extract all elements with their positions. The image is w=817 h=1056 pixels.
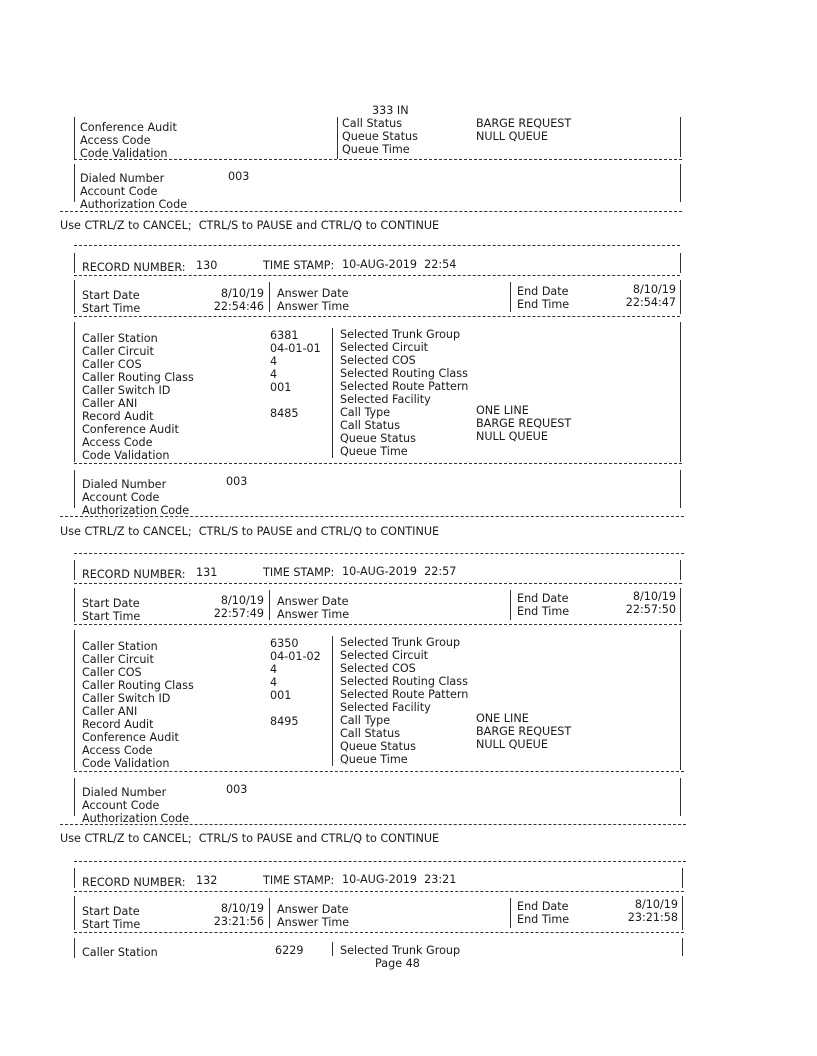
divider-line (74, 861, 686, 862)
time-stamp-label: TIME STAMP: (263, 259, 335, 272)
account-code-label: Account Code (82, 799, 160, 812)
divider-line (74, 159, 682, 160)
end-time-value: 22:54:47 (625, 296, 676, 309)
caller-switch-id-value: 001 (270, 381, 292, 394)
right-border (682, 938, 683, 956)
selected-route-pattern-label: Selected Route Pattern (340, 380, 469, 393)
start-time-value: 22:54:46 (213, 300, 264, 313)
answer-time-label: Answer Time (277, 608, 350, 621)
start-time-label: Start Time (82, 610, 141, 623)
divider-line (74, 932, 684, 933)
answer-date-label: Answer Date (277, 903, 349, 916)
right-border (682, 896, 683, 930)
column-divider (269, 590, 270, 620)
start-date-value: 8/10/19 (220, 902, 264, 915)
record-number-label: RECORD NUMBER: (82, 876, 186, 889)
call-type-value: ONE LINE (476, 404, 529, 417)
right-border (682, 868, 683, 888)
time-stamp-value: 10-AUG-2019 22:57 (342, 565, 457, 578)
call-type-label: Call Type (340, 714, 391, 727)
left-border (74, 470, 75, 508)
selected-trunk-group-label: Selected Trunk Group (340, 944, 461, 957)
queue-status-label: Queue Status (340, 740, 416, 753)
dialed-number-label: Dialed Number (80, 172, 165, 185)
end-time-value: 23:21:58 (627, 911, 678, 924)
time-stamp-label: TIME STAMP: (263, 874, 335, 887)
selected-facility-label: Selected Facility (340, 393, 431, 406)
record-number-label: RECORD NUMBER: (82, 261, 186, 274)
left-border (74, 280, 75, 314)
caller-circuit-label: Caller Circuit (82, 653, 154, 666)
right-border (680, 117, 681, 157)
left-border (74, 938, 75, 958)
caller-station-value: 6381 (270, 329, 299, 342)
answer-time-label: Answer Time (277, 916, 350, 929)
left-border (74, 164, 75, 202)
start-date-label: Start Date (82, 289, 140, 302)
end-date-value: 8/10/19 (632, 590, 676, 603)
time-stamp-value: 10-AUG-2019 22:54 (342, 258, 457, 271)
access-code-label: Access Code (80, 134, 151, 147)
authorization-code-label: Authorization Code (82, 812, 190, 825)
selected-circuit-label: Selected Circuit (340, 649, 429, 662)
caller-circuit-value: 04-01-01 (270, 342, 321, 355)
left-border (74, 630, 75, 770)
caller-cos-value: 4 (270, 355, 278, 368)
end-time-label: End Time (517, 913, 570, 926)
account-code-label: Account Code (82, 491, 160, 504)
end-date-label: End Date (517, 285, 569, 298)
left-border (74, 322, 75, 462)
end-time-label: End Time (517, 298, 570, 311)
caller-ani-label: Caller ANI (82, 705, 138, 718)
call-type-value: ONE LINE (476, 712, 529, 725)
right-border (680, 630, 681, 770)
caller-station-label: Caller Station (82, 640, 158, 653)
code-validation-label: Code Validation (82, 757, 170, 770)
divider-line (60, 211, 682, 212)
call-status-value: BARGE REQUEST (476, 117, 572, 130)
continue-prompt: Use CTRL/Z to CANCEL; CTRL/S to PAUSE and CTRL/Q to CONTINUE (60, 219, 440, 232)
column-divider (510, 282, 511, 312)
code-validation-label: Code Validation (80, 147, 168, 160)
queue-time-label: Queue Time (340, 445, 408, 458)
record-number-value: 130 (196, 259, 218, 272)
selected-cos-label: Selected COS (340, 662, 416, 675)
end-date-label: End Date (517, 592, 569, 605)
record-audit-value: 8495 (270, 715, 299, 728)
page-number: Page 48 (375, 957, 420, 970)
call-status-label: Call Status (340, 419, 401, 432)
column-divider (510, 590, 511, 620)
time-stamp-label: TIME STAMP: (263, 566, 335, 579)
left-border (74, 778, 75, 816)
caller-routing-class-value: 4 (270, 676, 278, 689)
right-border (680, 560, 681, 580)
queue-status-value: NULL QUEUE (476, 738, 548, 751)
right-border (680, 470, 681, 508)
caller-station-value: 6229 (275, 944, 304, 957)
time-stamp-value: 10-AUG-2019 23:21 (342, 873, 457, 886)
dialed-number-value: 003 (226, 783, 248, 796)
trunk-group-value: 333 IN (372, 104, 409, 117)
caller-cos-label: Caller COS (82, 358, 142, 371)
authorization-code-label: Authorization Code (82, 504, 190, 517)
start-date-value: 8/10/19 (220, 594, 264, 607)
column-divider (269, 282, 270, 312)
selected-trunk-group-label: Selected Trunk Group (340, 328, 461, 341)
start-date-label: Start Date (82, 597, 140, 610)
end-time-value: 22:57:50 (625, 603, 676, 616)
dialed-number-value: 003 (228, 170, 250, 183)
column-divider (332, 328, 333, 458)
right-border (680, 164, 681, 202)
end-time-label: End Time (517, 605, 570, 618)
dialed-number-value: 003 (226, 475, 248, 488)
caller-routing-class-value: 4 (270, 368, 278, 381)
record-number-label: RECORD NUMBER: (82, 568, 186, 581)
right-border (680, 280, 681, 314)
account-code-label: Account Code (80, 185, 158, 198)
start-date-value: 8/10/19 (220, 287, 264, 300)
selected-circuit-label: Selected Circuit (340, 341, 429, 354)
divider-line (74, 275, 680, 276)
code-validation-label: Code Validation (82, 449, 170, 462)
call-status-label: Call Status (340, 727, 401, 740)
queue-time-label: Queue Time (340, 753, 408, 766)
caller-routing-class-label: Caller Routing Class (82, 371, 194, 384)
left-border (74, 560, 75, 580)
divider-line (60, 516, 684, 517)
queue-status-value: NULL QUEUE (476, 430, 548, 443)
right-border (680, 253, 681, 273)
continue-prompt: Use CTRL/Z to CANCEL; CTRL/S to PAUSE and CTRL/Q to CONTINUE (60, 525, 440, 538)
left-border (74, 117, 75, 159)
caller-circuit-label: Caller Circuit (82, 345, 154, 358)
divider-line (74, 553, 684, 554)
start-time-label: Start Time (82, 918, 141, 931)
end-date-value: 8/10/19 (634, 898, 678, 911)
record-audit-value: 8485 (270, 407, 299, 420)
record-number-value: 131 (196, 566, 218, 579)
divider-line (60, 824, 686, 825)
record-audit-label: Record Audit (82, 410, 154, 423)
column-divider (332, 942, 333, 956)
caller-routing-class-label: Caller Routing Class (82, 679, 194, 692)
right-border (680, 322, 681, 462)
call-type-label: Call Type (340, 406, 391, 419)
selected-route-pattern-label: Selected Route Pattern (340, 688, 469, 701)
left-border (74, 588, 75, 622)
caller-switch-id-label: Caller Switch ID (82, 384, 171, 397)
selected-routing-class-label: Selected Routing Class (340, 675, 468, 688)
divider-line (74, 624, 682, 625)
answer-date-label: Answer Date (277, 287, 349, 300)
conference-audit-label: Conference Audit (82, 731, 179, 744)
divider-line (74, 245, 680, 246)
access-code-label: Access Code (82, 436, 153, 449)
caller-cos-value: 4 (270, 663, 278, 676)
divider-line (74, 463, 682, 464)
start-time-value: 22:57:49 (213, 607, 264, 620)
record-audit-label: Record Audit (82, 718, 154, 731)
caller-station-label: Caller Station (82, 946, 158, 959)
selected-facility-label: Selected Facility (340, 701, 431, 714)
queue-status-label: Queue Status (340, 432, 416, 445)
queue-status-value: NULL QUEUE (476, 130, 548, 143)
column-divider (332, 636, 333, 766)
divider-line (74, 583, 682, 584)
divider-line (74, 891, 684, 892)
divider-line (74, 771, 684, 772)
start-date-label: Start Date (82, 905, 140, 918)
call-status-value: BARGE REQUEST (476, 725, 572, 738)
record-number-value: 132 (196, 874, 218, 887)
start-time-value: 23:21:56 (213, 915, 264, 928)
caller-circuit-value: 04-01-02 (270, 650, 321, 663)
end-date-value: 8/10/19 (632, 283, 676, 296)
authorization-code-label: Authorization Code (80, 198, 188, 211)
column-divider (269, 898, 270, 928)
continue-prompt: Use CTRL/Z to CANCEL; CTRL/S to PAUSE and CTRL/Q to CONTINUE (60, 832, 440, 845)
column-divider (337, 117, 338, 159)
conference-audit-label: Conference Audit (80, 121, 177, 134)
caller-switch-id-label: Caller Switch ID (82, 692, 171, 705)
right-border (680, 778, 681, 816)
start-time-label: Start Time (82, 302, 141, 315)
column-divider (510, 898, 511, 928)
end-date-label: End Date (517, 900, 569, 913)
queue-time-label: Queue Time (342, 143, 410, 156)
selected-trunk-group-label: Selected Trunk Group (340, 636, 461, 649)
call-status-value: BARGE REQUEST (476, 417, 572, 430)
right-border (680, 588, 681, 622)
answer-date-label: Answer Date (277, 595, 349, 608)
caller-cos-label: Caller COS (82, 666, 142, 679)
caller-ani-label: Caller ANI (82, 397, 138, 410)
call-status-label: Call Status (342, 117, 403, 130)
queue-status-label: Queue Status (342, 130, 418, 143)
left-border (74, 253, 75, 273)
selected-cos-label: Selected COS (340, 354, 416, 367)
conference-audit-label: Conference Audit (82, 423, 179, 436)
dialed-number-label: Dialed Number (82, 478, 167, 491)
caller-station-value: 6350 (270, 637, 299, 650)
selected-routing-class-label: Selected Routing Class (340, 367, 468, 380)
divider-line (74, 316, 680, 317)
dialed-number-label: Dialed Number (82, 786, 167, 799)
left-border (74, 868, 75, 888)
access-code-label: Access Code (82, 744, 153, 757)
caller-station-label: Caller Station (82, 332, 158, 345)
caller-switch-id-value: 001 (270, 689, 292, 702)
answer-time-label: Answer Time (277, 300, 350, 313)
left-border (74, 896, 75, 930)
